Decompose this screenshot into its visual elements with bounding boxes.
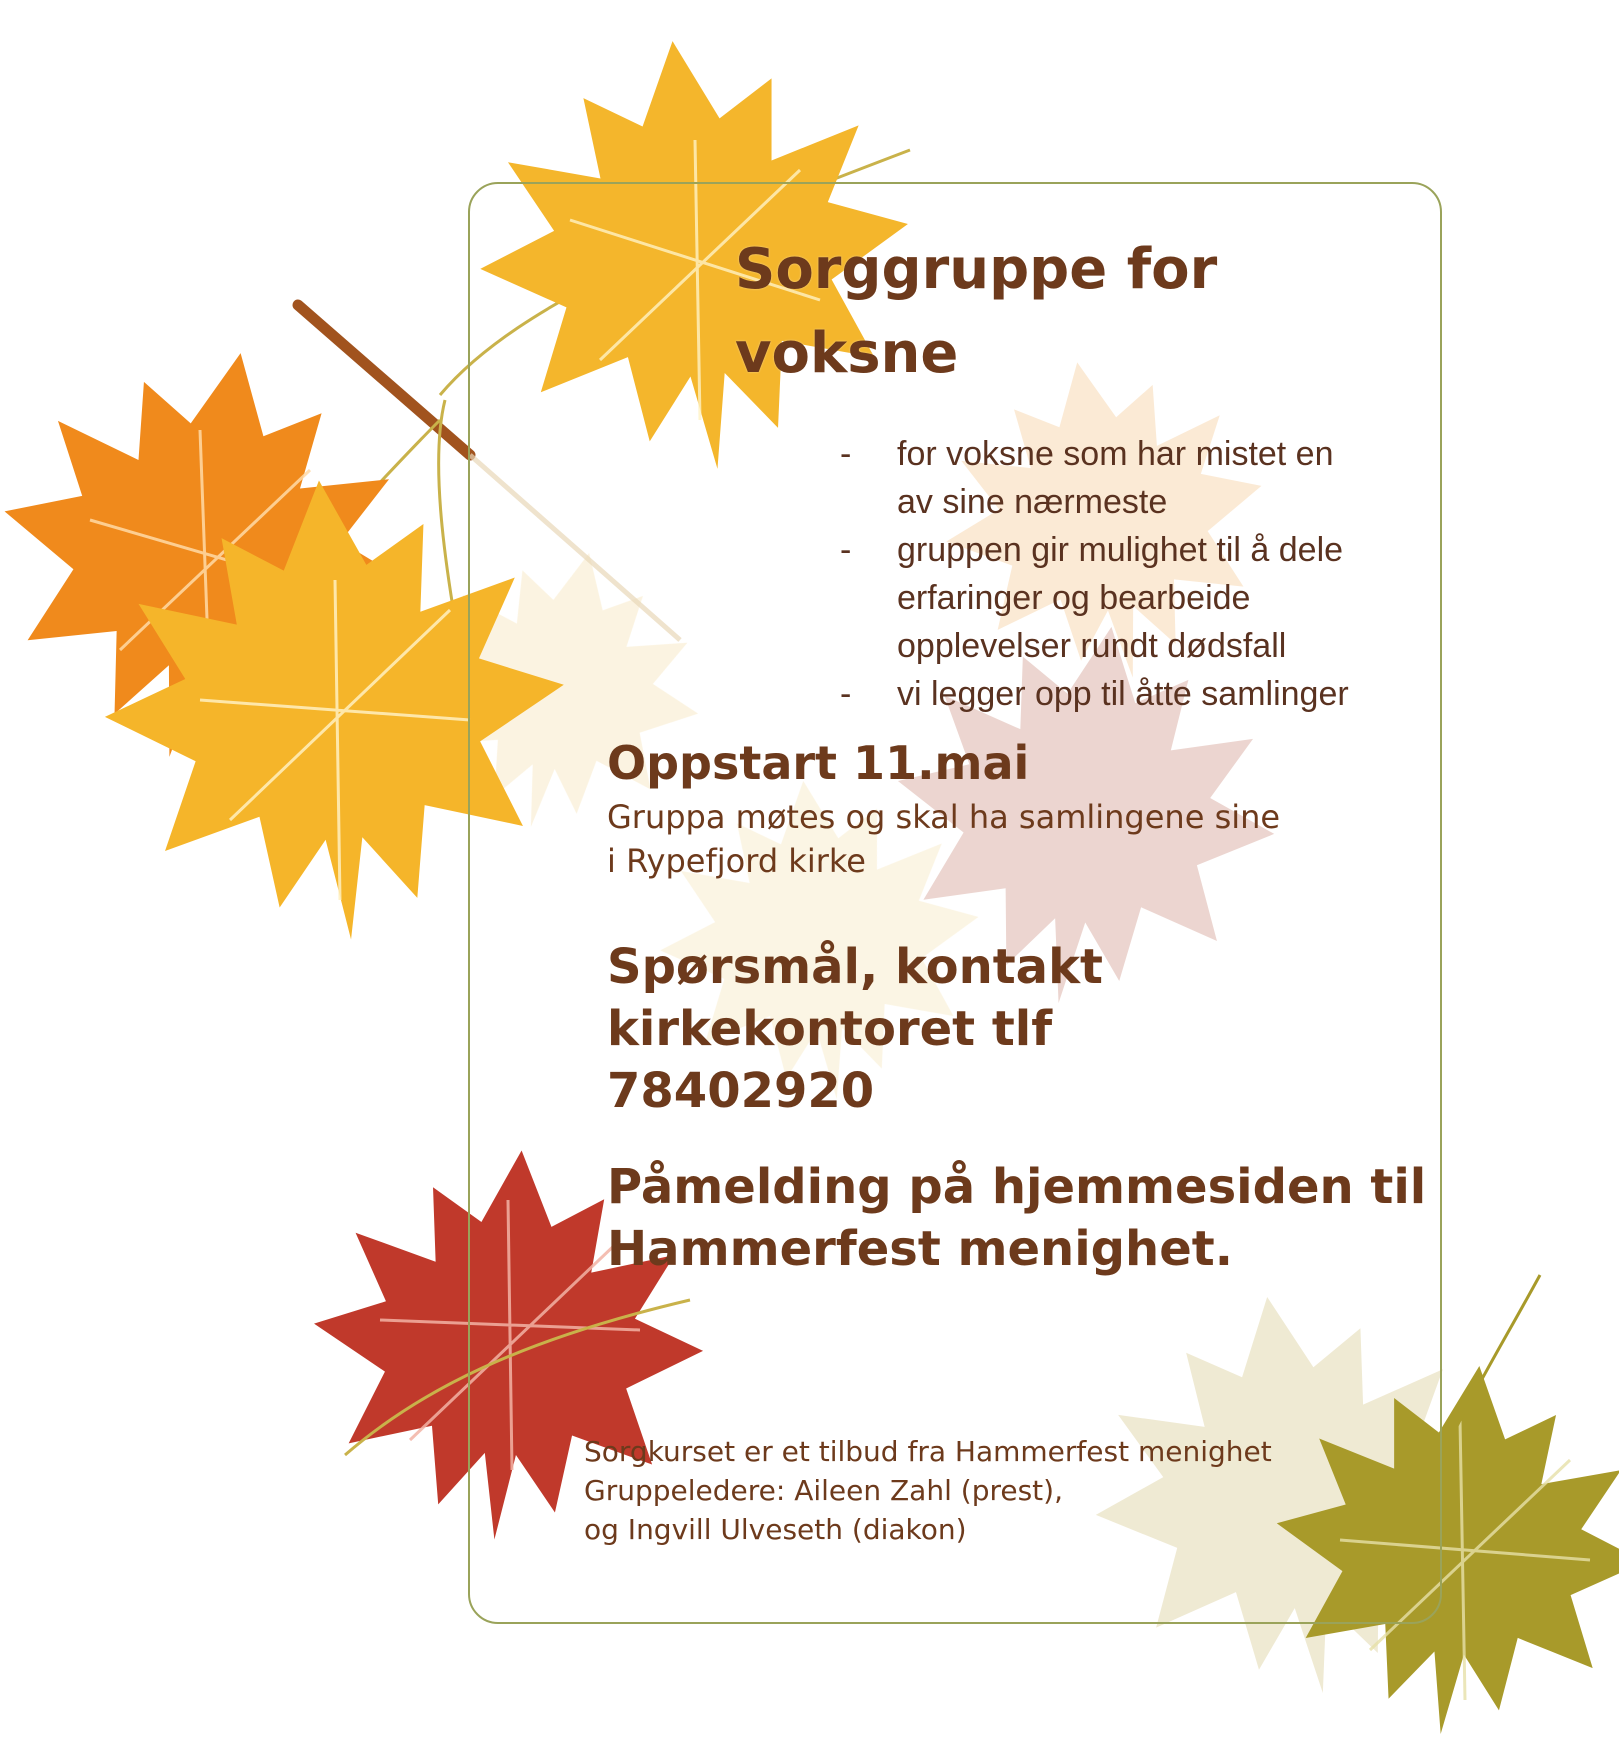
- bullet-item-3: [840, 670, 1440, 718]
- footer-line-1: Sorgkurset er et tilbud fra Hammerfest menighet: [584, 1435, 1272, 1468]
- start-details-line-1: Gruppa møtes og skal ha samlingene sine: [607, 798, 1281, 836]
- bullet-1-line-2: av sine nærmeste: [897, 483, 1168, 521]
- bullet-3-line-1: vi legger opp til åtte samlinger: [897, 675, 1349, 713]
- signup-line-1: Påmelding på hjemmesiden til: [607, 1159, 1427, 1215]
- start-date-heading: Oppstart 11.mai: [607, 736, 1030, 790]
- contact-info: [607, 936, 1167, 1122]
- contact-phone: 78402920: [607, 1063, 875, 1119]
- footer-credits: [584, 1432, 1344, 1549]
- bullet-dash: -: [840, 675, 852, 713]
- bullet-1-line-1: for voksne som har mistet en: [897, 435, 1334, 473]
- title-line-2: voksne: [735, 321, 959, 386]
- content-frame: [468, 182, 1442, 1624]
- signup-info: [607, 1156, 1427, 1280]
- bullet-2-line-2: erfaringer og bearbeide: [897, 579, 1251, 617]
- bullet-dash: -: [840, 531, 852, 569]
- bullet-item-1: [840, 430, 1440, 526]
- bullet-2-line-3: opplevelser rundt dødsfall: [897, 627, 1287, 665]
- bullet-item-2: [840, 526, 1440, 670]
- signup-line-2: Hammerfest menighet.: [607, 1221, 1233, 1277]
- footer-line-3: og Ingvill Ulveseth (diakon): [584, 1513, 967, 1546]
- bullet-list: [840, 430, 1440, 718]
- title-line-1: Sorggruppe for: [735, 237, 1218, 302]
- bullet-2-line-1: gruppen gir mulighet til å dele: [897, 531, 1344, 569]
- bullet-dash: -: [840, 435, 852, 473]
- start-details: [607, 795, 1367, 883]
- flyer-title: [735, 228, 1295, 396]
- start-details-line-2: i Rypefjord kirke: [607, 842, 866, 880]
- footer-line-2: Gruppeledere: Aileen Zahl (prest),: [584, 1474, 1063, 1507]
- contact-line-1: Spørsmål, kontakt: [607, 939, 1103, 995]
- contact-line-2: kirkekontoret tlf: [607, 1001, 1053, 1057]
